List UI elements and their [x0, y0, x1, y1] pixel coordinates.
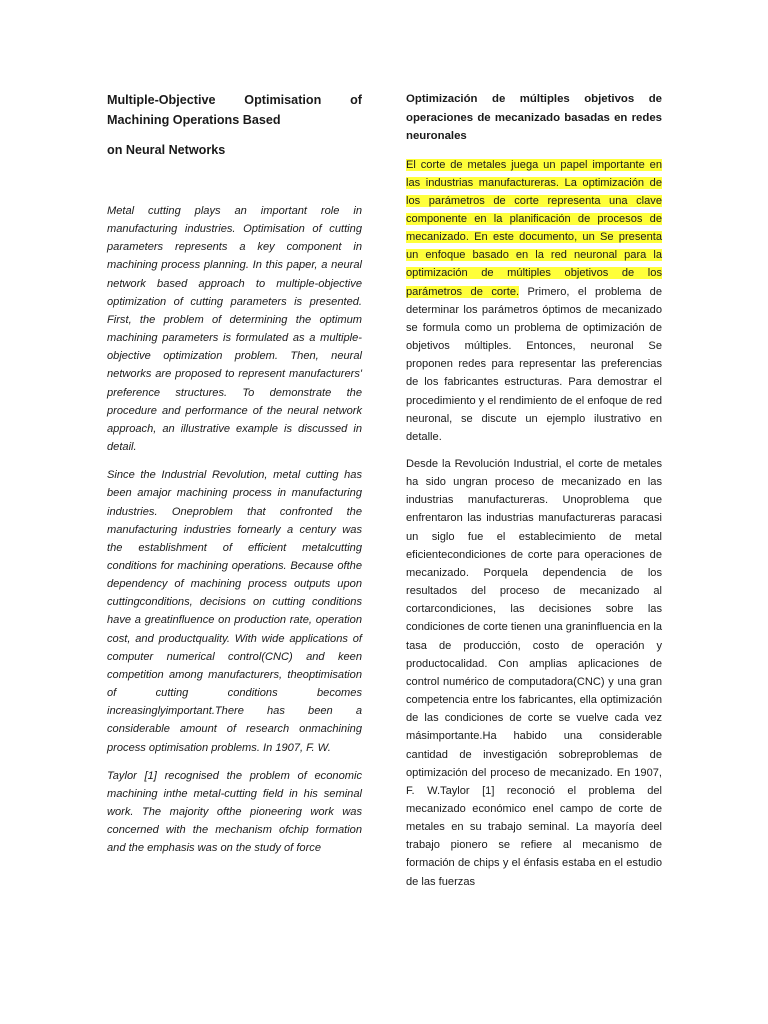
spanish-abstract [406, 156, 662, 447]
english-column [107, 90, 362, 857]
english-title-line1: Multiple-Objective Optimisation of Machining Operations Based [107, 93, 362, 127]
spanish-paragraph-2: Desde la Revolución Industrial, el corte de metales ha sido ungran proceso de mecanizado en las industrias manufactureras. Unoproblema que enfrentaron las industrias manufactureras paracasi un siglo fue el establecimiento de metal eficientecondiciones de corte para operaciones de mecanizado. Porquela dependencia de los resultados del proceso de mecanizado al cortarcondiciones, las decisiones sobre las condiciones de corte tienen una graninfluencia en la tasa de producción, costo de operación y productocalidad. Con amplias aplicaciones de control numérico de computadora(CNC) y una gran competencia entre los fabricantes, ella optimización de las condiciones de corte se vuelve cada vez másimportante.Ha habido una considerable cantidad de investigación sobreproblemas de optimización del proceso de mecanizado. En 1907, F. W.Taylor [1] reconoció el problema del mecanizado económico enel campo de corte de metales en su trabajo seminal. La mayoría deel trabajo pionero se refiere al mecanismo de formación de chips y el énfasis estaba en el estudio de las fuerzas [406, 458, 662, 888]
spanish-title: Optimización de múltiples objetivos de operaciones de mecanizado basadas en redes neuronales [406, 93, 662, 142]
spanish-column [406, 90, 662, 891]
english-paragraph-2: Since the Industrial Revolution, metal cutting has been amajor machining process in manufacturing industries. Oneproblem that confronted the manufacturing industries fornearly a century was the establishment of efficient metalcutting conditions for machining operations. Because ofthe dependency of machining process outputs upon cuttingconditions, decisions on cutting conditions have a greatinfluence on production rate, operation cost, and productquality. With wide applications of computer numerical control(CNC) and keen competition among manufacturers, theoptimisation of cutting conditions becomes increasinglyimportant.There has been a considerable amount of research onmachining process optimisation problems. In 1907, F. W. [107, 469, 362, 754]
english-paragraph-3: Taylor [1] recognised the problem of economic machining inthe metal-cutting field in his seminal work. The majority ofthe pioneering work was concerned with the mechanism ofchip formation and the emphasis was on the study of force [107, 769, 362, 855]
english-abstract: Metal cutting plays an important role in manufacturing industries. Optimisation of cutting parameters represents a key component in machining process planning. In this paper, a neural network based approach to multiple-objective optimization of cutting parameters is presented. First, the problem of determining the optimum machining parameters is formulated as a multiple-objective optimization problem. Then, neural networks are proposed to represent manufacturers' preference structures. To demonstrate the procedure and performance of the neural network approach, an illustrative example is discussed in detail. [107, 205, 362, 454]
spanish-abstract-rest: Primero, el problema de determinar los parámetros óptimos de mecanizado se formula como un problema de optimización de objetivos múltiples. Entonces, neuronal Se proponen redes para representar las preferencias de los fabricantes estructuras. Para demostrar el procedimiento y el rendimiento de el enfoque de red neuronal, se discute un ejemplo ilustrativo en detalle. [406, 285, 663, 443]
highlighted-text: El corte de metales juega un papel importante en las industrias manufactureras. La optimización de los parámetros de corte representa una clave componente en la planificación de procesos de mecanizado. En este documento, un Se presenta un enfoque basado en la red neuronal para la optimización de múltiples objetivos de los parámetros de corte. [406, 158, 662, 298]
english-title-line2: on Neural Networks [107, 143, 226, 157]
